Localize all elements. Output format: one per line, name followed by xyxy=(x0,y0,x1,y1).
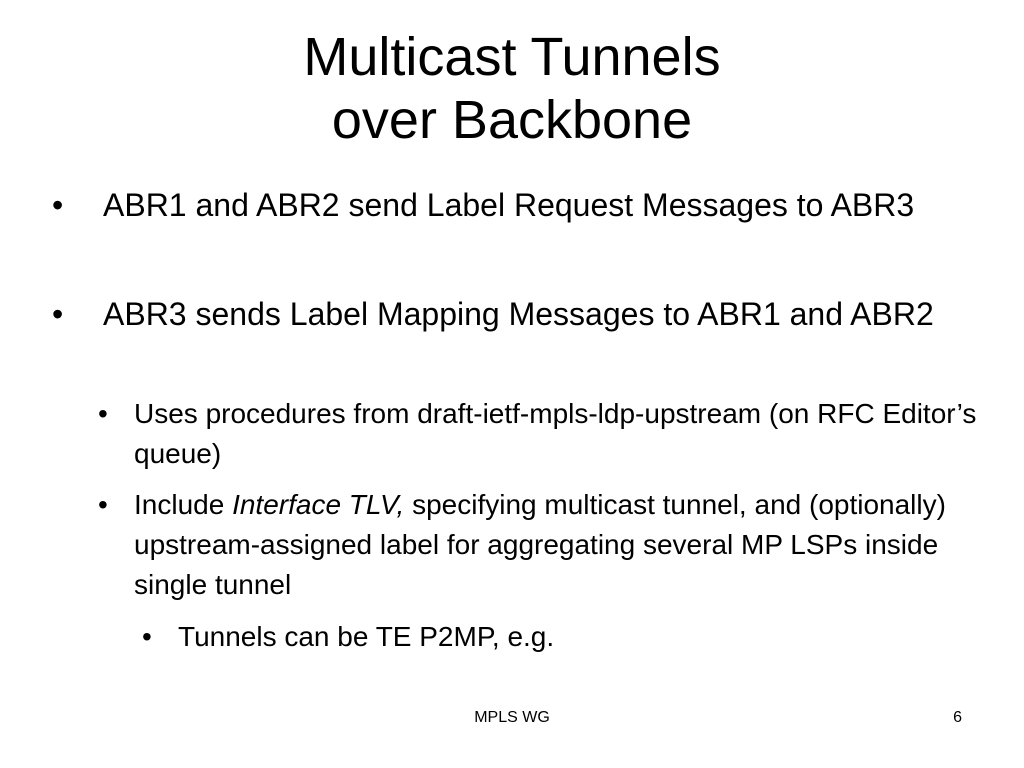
page-number: 6 xyxy=(953,709,962,726)
bullet-marker: • xyxy=(142,621,152,652)
bullet-item-level-2 xyxy=(98,394,978,474)
bullet-text: Uses procedures from draft-ietf-mpls-ldp-upstream (on RFC Editor’s queue) xyxy=(134,398,977,469)
bullet-item-level-1 xyxy=(52,183,972,227)
bullet-text: ABR1 and ABR2 send Label Request Messages to ABR3 xyxy=(103,187,915,223)
bullet-text: Tunnels can be TE P2MP, e.g. xyxy=(178,621,555,652)
slide-title-line-2: over Backbone xyxy=(331,90,693,150)
bullet-text xyxy=(98,485,978,605)
bullet-text: ABR3 sends Label Mapping Messages to ABR1 and ABR2 xyxy=(103,296,934,332)
bullet-item-level-2 xyxy=(98,485,978,605)
bullet-marker: • xyxy=(98,489,108,520)
bullet-marker: • xyxy=(52,187,64,223)
bullet-text-suffix: specifying multicast tunnel, and (optionally) upstream-assigned label for aggregating several MP LSPs inside single tunnel xyxy=(134,489,946,600)
bullet-marker: • xyxy=(52,296,64,332)
slide-title xyxy=(0,26,1024,152)
bullet-item-level-1 xyxy=(52,292,972,336)
slide-title-line-1: Multicast Tunnels xyxy=(303,27,721,87)
footer-center-text: MPLS WG xyxy=(474,709,550,726)
bullet-text-prefix: Include xyxy=(134,489,233,520)
interface-tlv-emphasis: Interface TLV, xyxy=(232,489,405,520)
bullet-item-level-3 xyxy=(142,617,962,657)
bullet-marker: • xyxy=(98,398,108,429)
